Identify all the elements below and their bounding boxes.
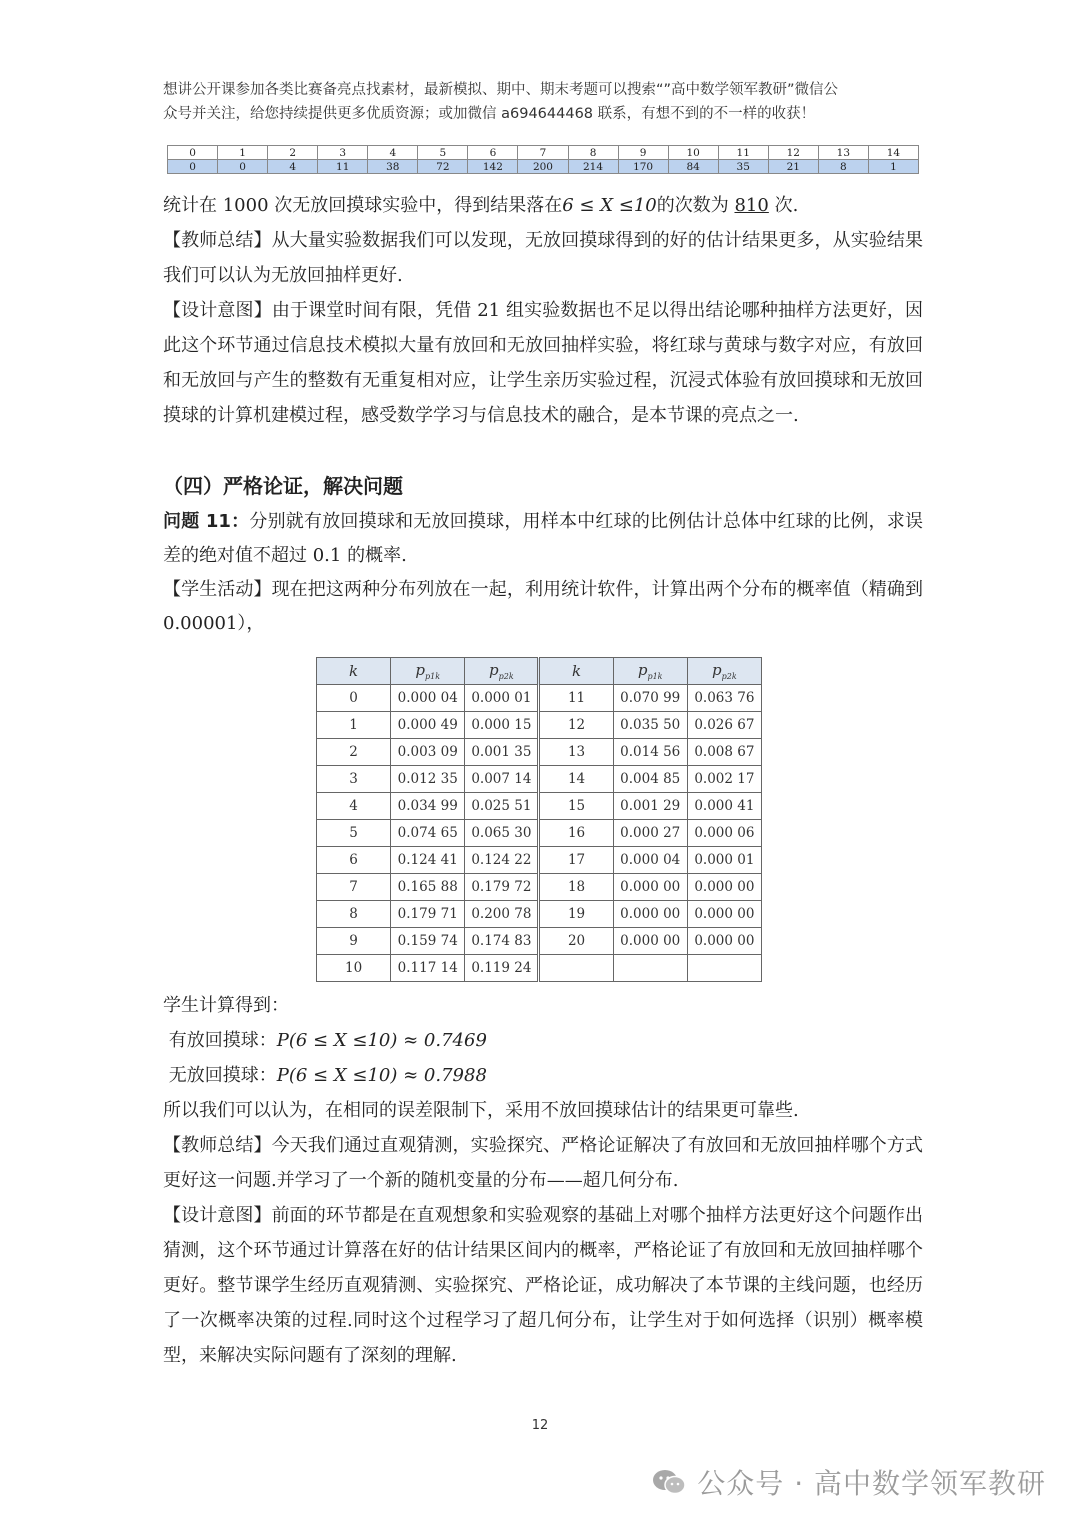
prob-cell: 0.008 67: [687, 739, 761, 766]
sim-k-cell: 4: [368, 146, 418, 160]
prob-table-row: [317, 820, 762, 847]
sim-k-cell: 13: [818, 146, 868, 160]
prob-table-body: [317, 685, 762, 982]
prob-cell: 0.000 00: [687, 874, 761, 901]
prob-cell: 0.002 17: [687, 766, 761, 793]
prob-cell: 0.074 65: [391, 820, 465, 847]
prob-cell: 0.000 01: [465, 685, 539, 712]
prob-cell: 0.026 67: [687, 712, 761, 739]
section-1-body: [163, 188, 923, 433]
prob-table-row: [317, 928, 762, 955]
prob-cell: [687, 955, 761, 982]
k-cell: [539, 955, 613, 982]
k-cell: 20: [539, 928, 613, 955]
page-number: 12: [531, 1418, 549, 1433]
section-4-body: [163, 505, 923, 641]
question-text: 分别就有放回摸球和无放回摸球，用样本中红球的比例估计总体中红球的比例，求误差的绝对值不超过 0.1 的概率.: [163, 511, 923, 566]
prob-cell: 0.000 00: [687, 901, 761, 928]
k-cell: 10: [317, 955, 391, 982]
prob-cell: 0.174 83: [465, 928, 539, 955]
prob-cell: 0.025 51: [465, 793, 539, 820]
sim-count-cell: 35: [718, 160, 768, 174]
sim-count-cell: 1: [868, 160, 918, 174]
design-intent-2: 【设计意图】前面的环节都是在直观想象和实验观察的基础上对哪个抽样方法更好这个问题作出猜测，这个环节通过计算落在好的估计结果区间内的概率，严格论证了有放回和无放回抽样哪个更好。整节课学生经历直观猜测、实验探究、严格论证，成功解决了本节课的主线问题，也经历了一次概率决策的过程.同时这个过程学习了超几何分布，让学生对于如何选择（识别）概率模型，来解决实际问题有了深刻的理解.: [163, 1205, 923, 1366]
header-p1k: $p_{p1k}$: [613, 658, 687, 685]
k-cell: 17: [539, 847, 613, 874]
sim-count-cell: 0: [218, 160, 268, 174]
result-with-value: P(6 ≤ X ≤10) ≈ 0.7469: [276, 1030, 487, 1051]
prob-cell: 0.000 41: [687, 793, 761, 820]
sim-count-cell: 142: [468, 160, 518, 174]
watermark-text: 公众号 · 高中数学领军教研: [697, 1467, 1046, 1500]
sim-k-cell: 11: [718, 146, 768, 160]
prob-cell: 0.070 99: [613, 685, 687, 712]
sim-count-cell: 38: [368, 160, 418, 174]
conclusion: 所以我们可以认为，在相同的误差限制下，采用不放回摸球估计的结果更可靠些.: [163, 1100, 799, 1121]
sim-count-cell: 0: [168, 160, 218, 174]
prob-table-row: [317, 793, 762, 820]
prob-cell: 0.000 15: [465, 712, 539, 739]
sim-k-cell: 2: [268, 146, 318, 160]
k-cell: 9: [317, 928, 391, 955]
result-with-replacement: [163, 1023, 923, 1058]
sim-count-cell: 200: [518, 160, 568, 174]
k-cell: 16: [539, 820, 613, 847]
sim-count-cell: 11: [318, 160, 368, 174]
stat-math: 6 ≤ X ≤10: [562, 195, 657, 216]
student-activity: 【学生活动】现在把这两种分布列放在一起，利用统计软件，计算出两个分布的概率值（精确到 0.00001），: [163, 579, 923, 634]
sim-count-row: [168, 160, 919, 174]
header-k: k: [317, 658, 391, 685]
prob-cell: 0.000 04: [391, 685, 465, 712]
results-body: [163, 988, 923, 1373]
sim-k-cell: 5: [418, 146, 468, 160]
prob-cell: 0.001 29: [613, 793, 687, 820]
sim-k-cell: 14: [868, 146, 918, 160]
wechat-icon: [651, 1467, 687, 1497]
sim-k-cell: 1: [218, 146, 268, 160]
teacher-summary-2: 【教师总结】今天我们通过直观猜测，实验探究、严格论证解决了有放回和无放回抽样哪个方式更好这一问题.并学习了一个新的随机变量的分布——超几何分布.: [163, 1135, 923, 1191]
prob-table-row: [317, 955, 762, 982]
prob-cell: 0.000 49: [391, 712, 465, 739]
sim-count-cell: 8: [818, 160, 868, 174]
k-cell: 3: [317, 766, 391, 793]
sim-count-cell: 4: [268, 160, 318, 174]
design-intent-1: 【设计意图】由于课堂时间有限，凭借 21 组实验数据也不足以得出结论哪种抽样方法更好，因此这个环节通过信息技术模拟大量有放回和无放回抽样实验，将红球与黄球与数字对应，有放回和无放回与产生的整数有无重复相对应，让学生亲历实验过程，沉浸式体验有放回摸球和无放回摸球的计算机建模过程，感受数学学习与信息技术的融合，是本节课的亮点之一.: [163, 300, 923, 426]
k-cell: 7: [317, 874, 391, 901]
k-cell: 2: [317, 739, 391, 766]
simulation-count-table: [167, 145, 919, 174]
promo-line-2: 众号并关注，给您持续提供更多优质资源；或加微信 a694644468 联系，有想不到的不一样的收获！: [163, 106, 816, 122]
k-cell: 12: [539, 712, 613, 739]
k-cell: 15: [539, 793, 613, 820]
prob-cell: 0.000 00: [613, 901, 687, 928]
sim-count-cell: 84: [668, 160, 718, 174]
sim-k-cell: 10: [668, 146, 718, 160]
prob-cell: 0.034 99: [391, 793, 465, 820]
prob-cell: 0.117 14: [391, 955, 465, 982]
sim-count-cell: 21: [768, 160, 818, 174]
result-without-replacement: [163, 1058, 923, 1093]
k-cell: 1: [317, 712, 391, 739]
sim-k-cell: 6: [468, 146, 518, 160]
prob-cell: 0.124 22: [465, 847, 539, 874]
prob-cell: 0.014 56: [613, 739, 687, 766]
k-cell: 8: [317, 901, 391, 928]
sim-k-row: [168, 146, 919, 160]
question-label: 问题 11：: [163, 511, 250, 532]
promo-text: [163, 78, 923, 126]
prob-cell: 0.063 76: [687, 685, 761, 712]
sim-count-cell: 170: [618, 160, 668, 174]
stat-sentence: [163, 188, 923, 223]
sim-k-cell: 8: [568, 146, 618, 160]
section-4-heading: （四）严格论证，解决问题: [163, 474, 403, 498]
k-cell: 5: [317, 820, 391, 847]
k-cell: 6: [317, 847, 391, 874]
prob-cell: 0.004 85: [613, 766, 687, 793]
k-cell: 11: [539, 685, 613, 712]
sim-k-cell: 12: [768, 146, 818, 160]
prob-cell: 0.000 04: [613, 847, 687, 874]
sim-k-cell: 9: [618, 146, 668, 160]
result-without-label: 无放回摸球：: [168, 1065, 277, 1086]
prob-cell: 0.000 01: [687, 847, 761, 874]
k-cell: 19: [539, 901, 613, 928]
question-11: [163, 505, 923, 573]
prob-cell: 0.003 09: [391, 739, 465, 766]
prob-cell: 0.124 41: [391, 847, 465, 874]
teacher-summary-1: 【教师总结】从大量实验数据我们可以发现，无放回摸球得到的好的估计结果更多，从实验结果我们可以认为无放回抽样更好.: [163, 230, 923, 286]
prob-cell: 0.200 78: [465, 901, 539, 928]
header-p2k: $p_{p2k}$: [687, 658, 761, 685]
probability-table: [316, 657, 762, 982]
prob-table-row: [317, 874, 762, 901]
k-cell: 14: [539, 766, 613, 793]
prob-table-row: [317, 685, 762, 712]
prob-cell: 0.159 74: [391, 928, 465, 955]
prob-cell: 0.179 72: [465, 874, 539, 901]
header-k: k: [539, 658, 613, 685]
watermark: [651, 1462, 1046, 1502]
prob-cell: 0.012 35: [391, 766, 465, 793]
prob-cell: 0.000 27: [613, 820, 687, 847]
sim-count-cell: 72: [418, 160, 468, 174]
stat-prefix: 统计在 1000 次无放回摸球实验中，得到结果落在: [163, 195, 563, 216]
sim-k-cell: 7: [518, 146, 568, 160]
result-with-label: 有放回摸球：: [168, 1030, 277, 1051]
prob-cell: [613, 955, 687, 982]
prob-cell: 0.000 00: [687, 928, 761, 955]
prob-cell: 0.065 30: [465, 820, 539, 847]
prob-cell: 0.001 35: [465, 739, 539, 766]
prob-table-row: [317, 847, 762, 874]
header-p1k: $p_{p1k}$: [391, 658, 465, 685]
header-p2k: $p_{p2k}$: [465, 658, 539, 685]
sim-k-cell: 0: [168, 146, 218, 160]
prob-cell: 0.000 00: [613, 874, 687, 901]
prob-table-row: [317, 766, 762, 793]
prob-cell: 0.165 88: [391, 874, 465, 901]
prob-header-row: [317, 658, 762, 685]
stat-suffix: 次.: [774, 195, 799, 216]
k-cell: 4: [317, 793, 391, 820]
prob-table-row: [317, 901, 762, 928]
prob-table-row: [317, 712, 762, 739]
prob-cell: 0.007 14: [465, 766, 539, 793]
prob-cell: 0.000 06: [687, 820, 761, 847]
sim-k-cell: 3: [318, 146, 368, 160]
result-without-value: P(6 ≤ X ≤10) ≈ 0.7988: [276, 1065, 487, 1086]
k-cell: 13: [539, 739, 613, 766]
prob-cell: 0.000 00: [613, 928, 687, 955]
k-cell: 18: [539, 874, 613, 901]
prob-table-row: [317, 739, 762, 766]
promo-line-1: 想讲公开课参加各类比赛备亮点找素材，最新模拟、期中、期末考题可以搜索“”高中数学领军教研”微信公: [163, 82, 839, 98]
stat-count: 810: [734, 195, 769, 216]
prob-cell: 0.035 50: [613, 712, 687, 739]
k-cell: 0: [317, 685, 391, 712]
results-intro: 学生计算得到：: [163, 995, 289, 1016]
prob-cell: 0.119 24: [465, 955, 539, 982]
sim-count-cell: 214: [568, 160, 618, 174]
stat-mid: 的次数为: [656, 195, 729, 216]
prob-cell: 0.179 71: [391, 901, 465, 928]
